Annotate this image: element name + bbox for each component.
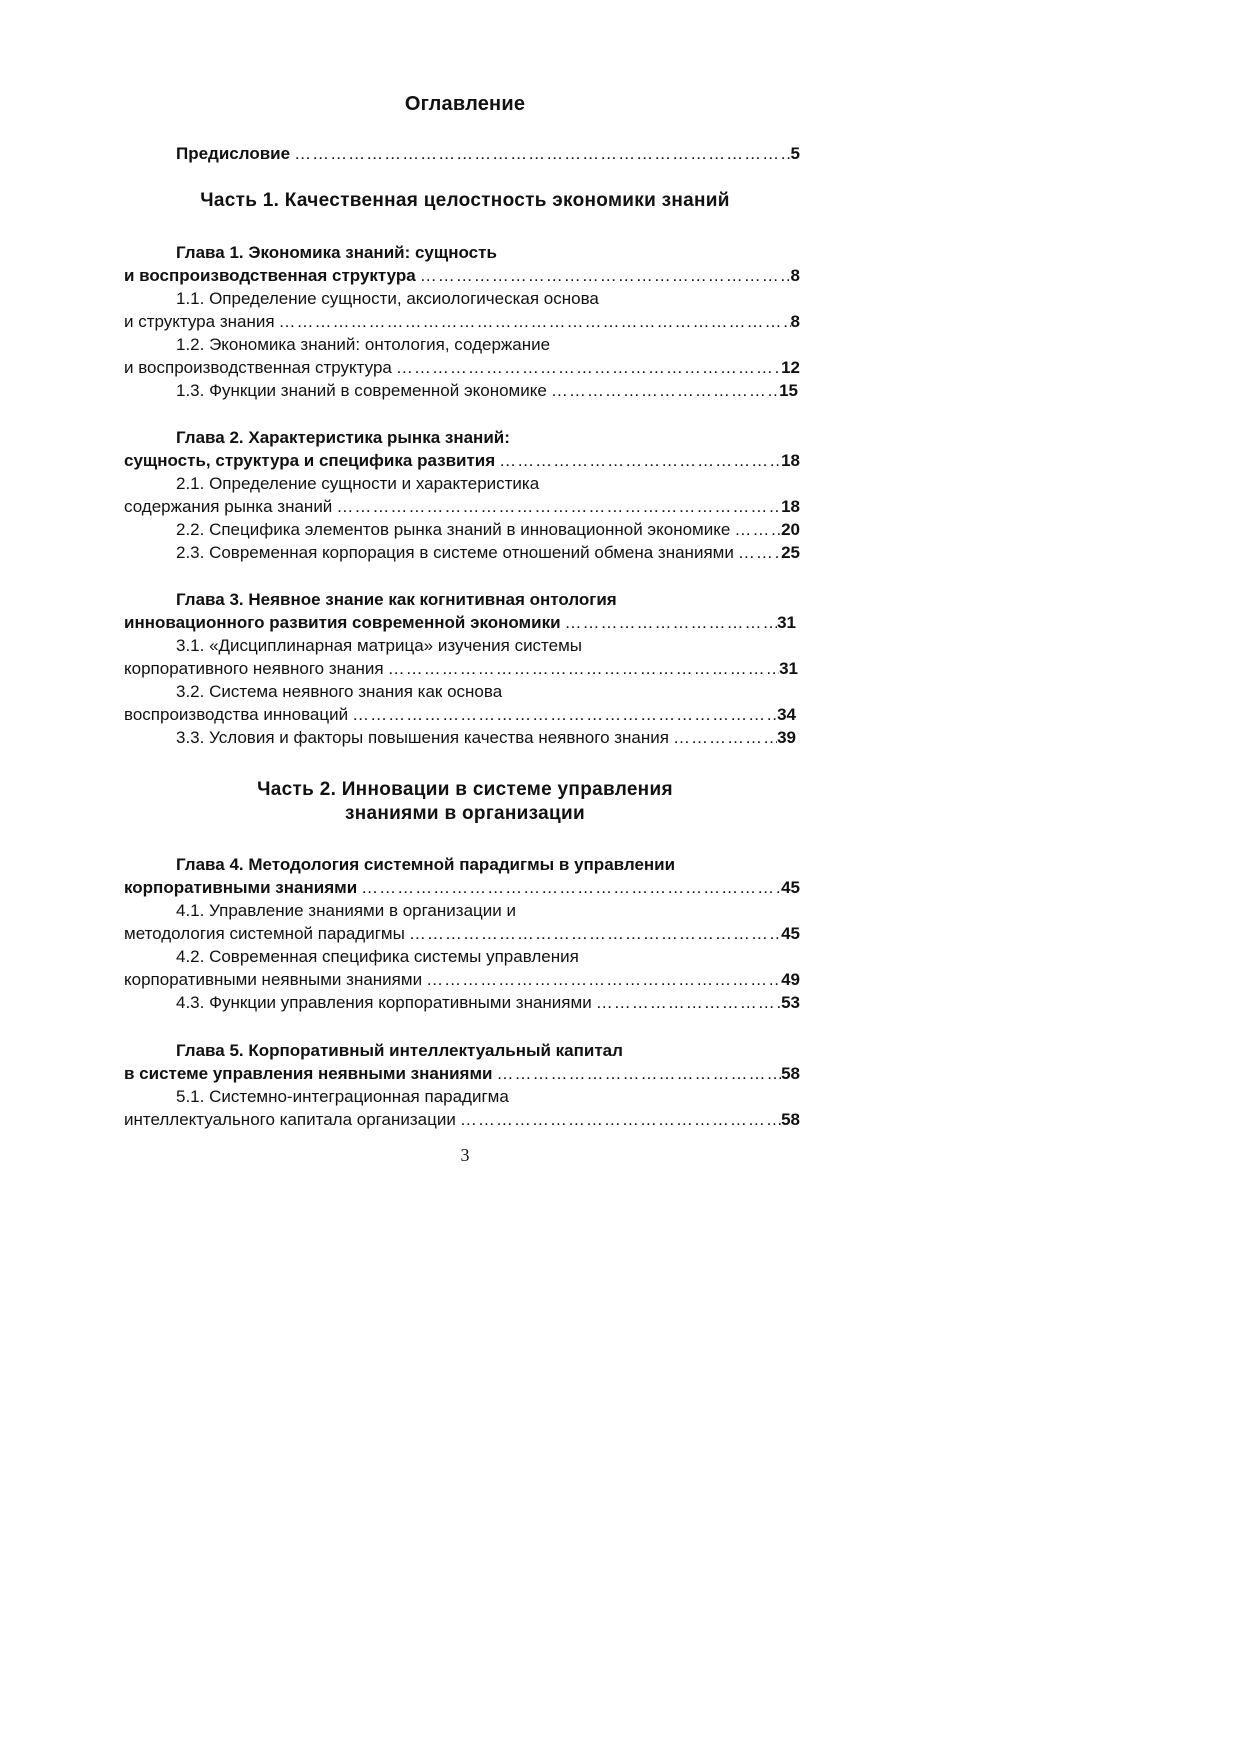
page-number: 3 <box>460 1145 470 1165</box>
toc-entry-chapter-4 <box>124 876 800 899</box>
toc-entry-section-5-1 <box>124 1108 800 1131</box>
toc-entry-text: 3.3. Условия и факторы повышения качества неявного знания <box>176 728 669 747</box>
dot-leader <box>565 611 778 634</box>
toc-page-number: 20 <box>781 520 800 539</box>
dot-leader <box>420 264 791 287</box>
dot-leader <box>409 922 781 945</box>
dot-leader <box>551 379 779 402</box>
toc-entry-section-3-1 <box>124 657 798 680</box>
toc-entry-text: и структура знания <box>124 312 275 331</box>
chapter-2-title-line1 <box>176 426 510 449</box>
toc-entry-text: инновационного развития современной экономики <box>124 613 561 632</box>
section-1-1-line1 <box>176 287 599 310</box>
toc-entry-text: Глава 1. Экономика знаний: сущность <box>176 243 497 262</box>
toc-page-number: 25 <box>781 543 800 562</box>
toc-entry-section-2-2 <box>176 518 800 541</box>
toc-entry-section-1-1 <box>124 310 800 333</box>
dot-leader <box>460 1108 781 1131</box>
dot-leader <box>734 518 781 541</box>
toc-entry-text: 2.1. Определение сущности и характеристика <box>176 474 540 493</box>
toc-page-number: 8 <box>790 312 800 331</box>
toc-entry-text: 3.2. Система неявного знания как основа <box>176 682 503 701</box>
toc-entry-chapter-5 <box>124 1062 800 1085</box>
toc-entry-text: Глава 4. Методология системной парадигмы в управлении <box>176 855 676 874</box>
dot-leader <box>596 991 781 1014</box>
chapter-5-title-line1 <box>176 1039 623 1062</box>
toc-entry-text: 1.1. Определение сущности, аксиологическая основа <box>176 289 599 308</box>
toc-entry-text: Глава 2. Характеристика рынка знаний: <box>176 428 510 447</box>
toc-page-number: 39 <box>777 728 796 747</box>
toc-entry-chapter-2 <box>124 449 800 472</box>
toc-page-number: 31 <box>777 613 796 632</box>
toc-entry-text: 4.3. Функции управления корпоративными знаниями <box>176 993 592 1012</box>
toc-page-number: 12 <box>781 358 800 377</box>
toc-entry-text: Глава 3. Неявное знание как когнитивная онтология <box>176 590 617 609</box>
toc-entry-text: и воспроизводственная структура <box>124 266 416 285</box>
toc-entry-text: и воспроизводственная структура <box>124 358 392 377</box>
dot-leader <box>361 876 781 899</box>
toc-entry-text: корпоративного неявного знания <box>124 659 384 678</box>
toc-entry-text: 3.1. «Дисциплинарная матрица» изучения системы <box>176 636 583 655</box>
toc-entry-text: 5.1. Системно-интеграционная парадигма <box>176 1087 509 1106</box>
section-5-1-line1 <box>176 1085 509 1108</box>
toc-page-number: 34 <box>777 705 796 724</box>
chapter-4-title-line1 <box>176 853 675 876</box>
toc-page-number: 5 <box>790 144 800 163</box>
toc-entry-chapter-1 <box>124 264 800 287</box>
toc-entry-text: в системе управления неявными знаниями <box>124 1064 493 1083</box>
toc-entry-text: воспроизводства инноваций <box>124 705 349 724</box>
toc-page-number: 58 <box>781 1110 800 1129</box>
toc-page-number: 58 <box>781 1064 800 1083</box>
toc-entry-chapter-3 <box>124 611 796 634</box>
toc-entry-text: методология системной парадигмы <box>124 924 405 943</box>
toc-entry-text: корпоративными неявными знаниями <box>124 970 423 989</box>
part-1-title: Часть 1. Качественная целостность экономики знаний <box>200 190 730 211</box>
chapter-1-title-line1 <box>176 241 497 264</box>
toc-entry-text: 1.2. Экономика знаний: онтология, содержание <box>176 335 551 354</box>
toc-title: Оглавление <box>404 93 526 115</box>
toc-entry-text: корпоративными знаниями <box>124 878 358 897</box>
toc-entry-section-3-2 <box>124 703 796 726</box>
toc-entry-text: сущность, структура и специфика развития <box>124 451 496 470</box>
toc-page-number: 31 <box>779 659 798 678</box>
section-4-2-line1 <box>176 945 579 968</box>
dot-leader <box>352 703 777 726</box>
toc-entry-text: Глава 5. Корпоративный интеллектуальный капитал <box>176 1041 623 1060</box>
toc-page-number: 18 <box>781 497 800 516</box>
toc-page-number: 53 <box>781 993 800 1012</box>
toc-entry-section-1-3 <box>176 379 798 402</box>
section-2-1-line1 <box>176 472 539 495</box>
toc-entry-text: 4.1. Управление знаниями в организации и <box>176 901 516 920</box>
toc-entry-preface <box>176 142 800 165</box>
toc-entry-section-3-3 <box>176 726 796 749</box>
dot-leader <box>497 1062 782 1085</box>
toc-entry-section-2-1 <box>124 495 800 518</box>
toc-entry-text: содержания рынка знаний <box>124 497 333 516</box>
toc-entry-text: 4.2. Современная специфика системы управления <box>176 947 579 966</box>
toc-entry-section-4-2 <box>124 968 800 991</box>
dot-leader <box>499 449 781 472</box>
section-4-1-line1 <box>176 899 516 922</box>
toc-entry-section-2-3 <box>176 541 800 564</box>
toc-entry-text: 1.3. Функции знаний в современной экономике <box>176 381 547 400</box>
toc-entry-section-1-2 <box>124 356 800 379</box>
chapter-3-title-line1 <box>176 588 617 611</box>
dot-leader <box>336 495 781 518</box>
part-2-title-line1: Часть 2. Инновации в системе управления <box>257 779 673 800</box>
toc-page-number: 45 <box>781 924 800 943</box>
dot-leader <box>738 541 781 564</box>
toc-page-number: 49 <box>781 970 800 989</box>
dot-leader <box>396 356 781 379</box>
toc-page-number: 15 <box>779 381 798 400</box>
toc-page-number: 18 <box>781 451 800 470</box>
dot-leader <box>426 968 781 991</box>
toc-entry-text: Предисловие <box>176 144 291 163</box>
toc-entry-section-4-1 <box>124 922 800 945</box>
section-3-1-line1 <box>176 634 582 657</box>
toc-entry-text: интеллектуального капитала организации <box>124 1110 456 1129</box>
toc-page-number: 45 <box>781 878 800 897</box>
toc-page-number: 8 <box>790 266 800 285</box>
dot-leader <box>388 657 780 680</box>
dot-leader <box>673 726 777 749</box>
part-2-title-line2: знаниями в организации <box>345 803 585 824</box>
section-1-2-line1 <box>176 333 550 356</box>
dot-leader <box>279 310 791 333</box>
toc-entry-section-4-3 <box>176 991 800 1014</box>
toc-entry-text: 2.3. Современная корпорация в системе отношений обмена знаниями <box>176 543 734 562</box>
toc-entry-text: 2.2. Специфика элементов рынка знаний в инновационной экономике <box>176 520 731 539</box>
dot-leader <box>294 142 790 165</box>
section-3-2-line1 <box>176 680 502 703</box>
